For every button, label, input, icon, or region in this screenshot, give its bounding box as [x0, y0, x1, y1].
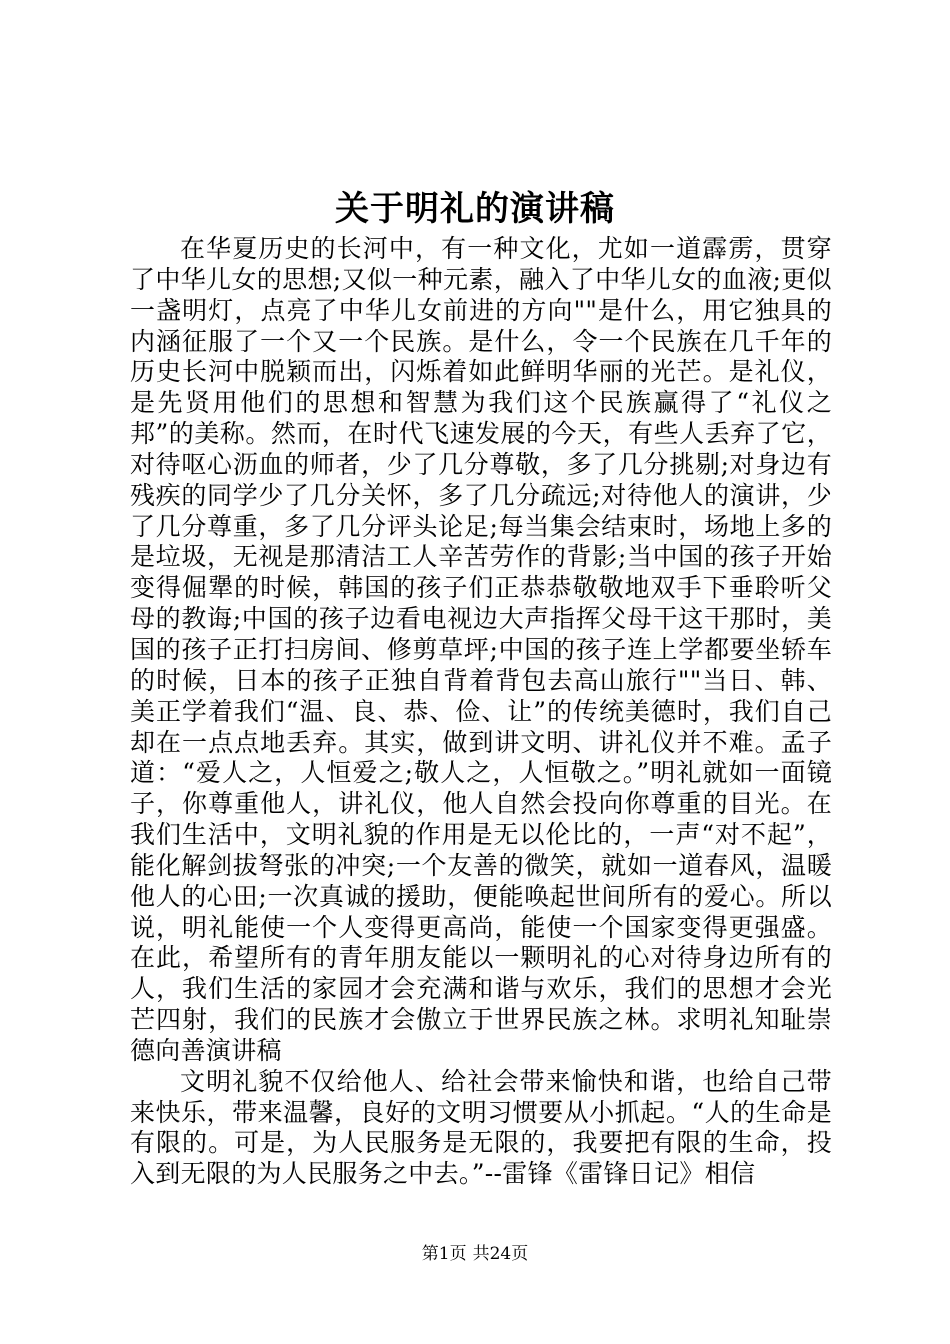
page-total: 共24页: [472, 1244, 529, 1264]
paragraph-1: 在华夏历史的长河中，有一种文化，尤如一道霹雳，贯穿了中华儿女的思想;又似一种元素，融入了中华儿女的血液;更似一盏明灯，点亮了中华儿女前进的方向""是什么，用它独具的内涵征服了一个又一个民族。是什么，令一个民族在几千年的历史长河中脱颖而出，闪烁着如此鲜明华丽的光芒。是礼仪，是先贤用他们的思想和智慧为我们这个民族赢得了“礼仪之邦”的美称。然而，在时代飞速发展的今天，有些人丢弃了它，对待呕心沥血的师者，少了几分尊敬，多了几分挑剔;对身边有残疾的同学少了几分关怀，多了几分疏远;对待他人的演讲，少了几分尊重，多了几分评头论足;每当集会结束时，场地上多的是垃圾，无视是那清洁工人辛苦劳作的背影;当中国的孩子开始变得倔犟的时候，韩国的孩子们正恭恭敬敬地双手下垂聆听父母的教诲;中国的孩子边看电视边大声指挥父母干这干那时，美国的孩子正打扫房间、修剪草坪;中国的孩子连上学都要坐轿车的时候，日本的孩子正独自背着背包去高山旅行""当日、韩、美正学着我们“温、良、恭、俭、让”的传统美德时，我们自己却在一点点地丢弃。其实，做到讲文明、讲礼仪并不难。孟子道：“爱人之，人恒爱之;敬人之，人恒敬之。”明礼就如一面镜子，你尊重他人，讲礼仪，他人自然会投向你尊重的目光。在我们生活中，文明礼貌的作用是无以伦比的，一声“对不起”，能化解剑拔弩张的冲突;一个友善的微笑，就如一道春风，温暖他人的心田;一次真诚的援助，便能唤起世间所有的爱心。所以说，明礼能使一个人变得更高尚，能使一个国家变得更强盛。在此，希望所有的青年朋友能以一颗明礼的心对待身边所有的人，我们生活的家园才会充满和谐与欢乐，我们的思想才会光芒四射，我们的民族才会傲立于世界民族之林。求明礼知耻崇德向善演讲稿: [130, 234, 832, 1065]
page-number: 第1页: [421, 1244, 467, 1264]
document-body: [130, 234, 832, 1190]
paragraph-2: 文明礼貌不仅给他人、给社会带来愉快和谐，也给自己带来快乐，带来温馨，良好的文明习惯要从小抓起。“人的生命是有限的。可是，为人民服务是无限的，我要把有限的生命，投入到无限的为人民服务之中去。”--雷锋《雷锋日记》相信: [130, 1066, 832, 1189]
page-footer: [0, 1242, 950, 1266]
document-title: 关于明礼的演讲稿: [335, 189, 615, 229]
